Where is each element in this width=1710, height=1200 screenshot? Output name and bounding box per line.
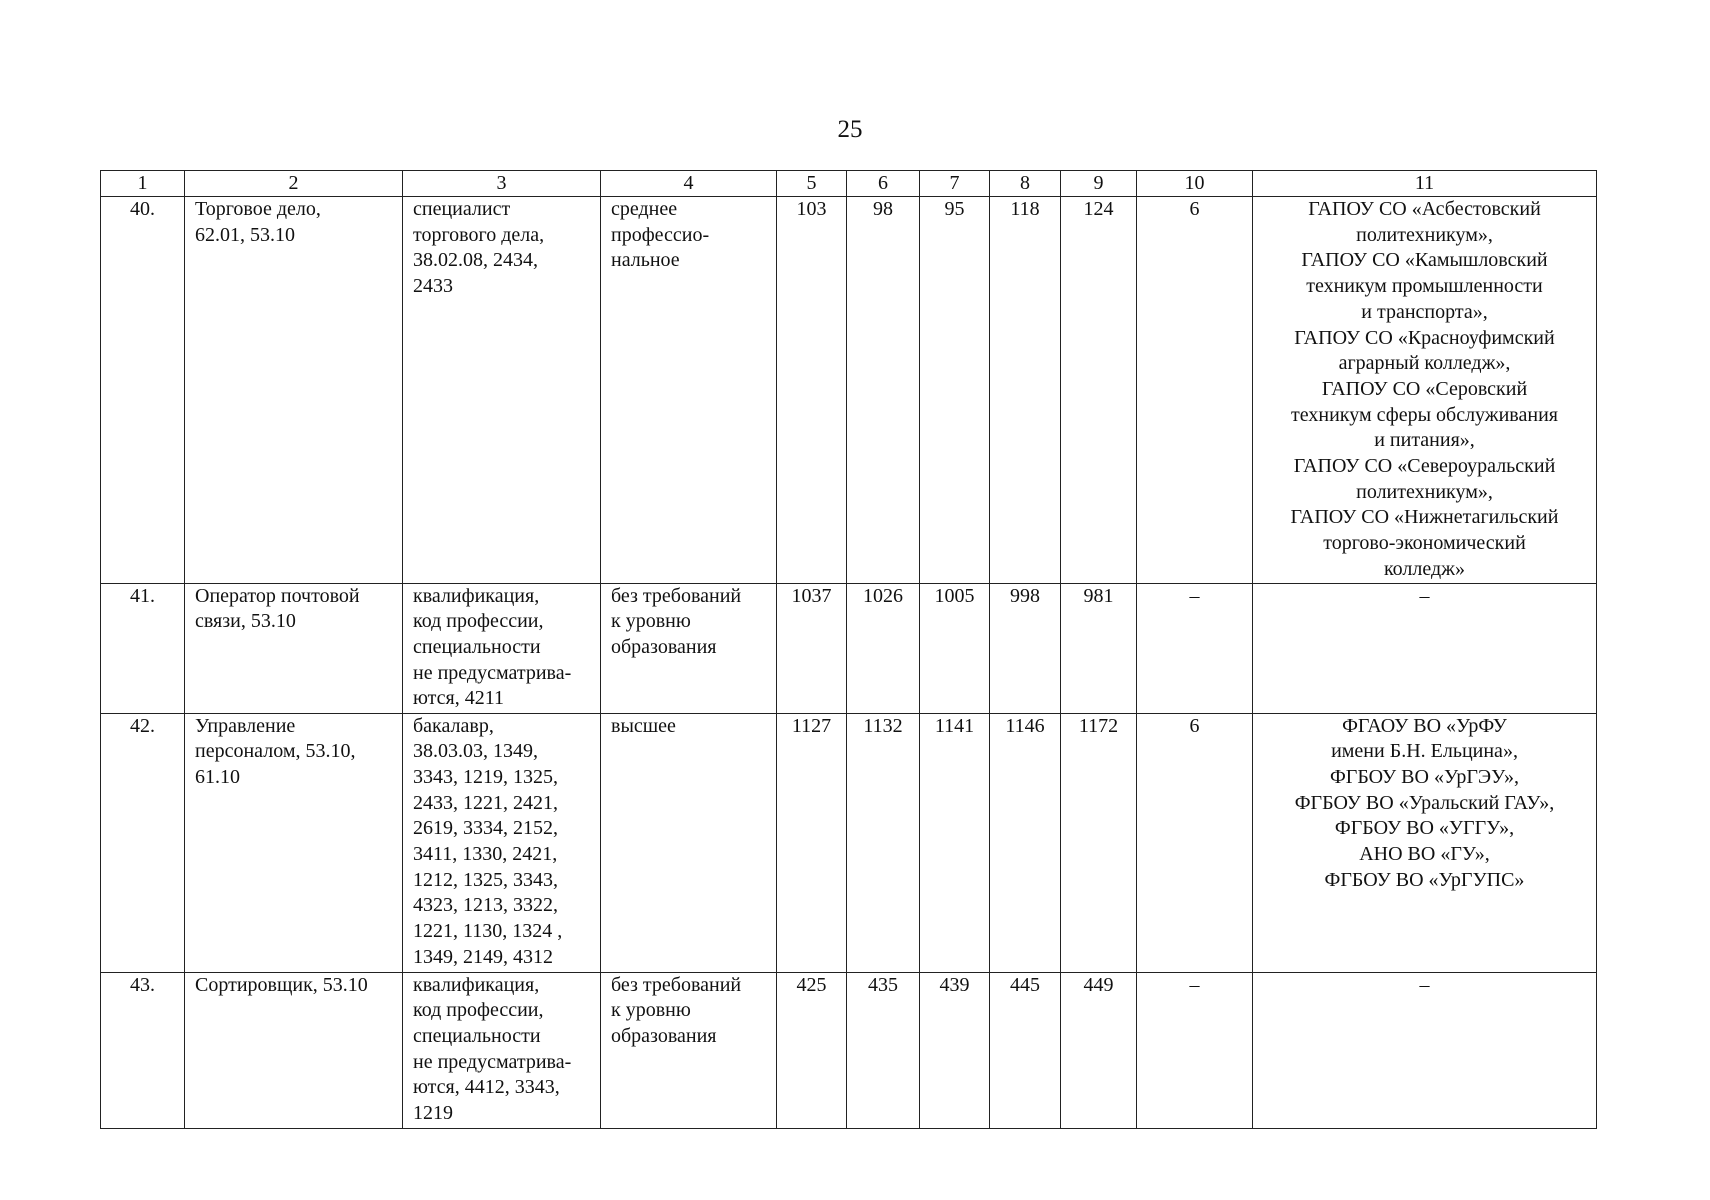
education-level-cell: без требований к уровню образования bbox=[601, 583, 777, 713]
value-cell-6: 1026 bbox=[847, 583, 920, 713]
value-cell-10: 6 bbox=[1137, 713, 1253, 972]
institutions-cell: ФГАОУ ВО «УрФУ имени Б.Н. Ельцина», ФГБОУ ВО «УрГЭУ», ФГБОУ ВО «Уральский ГАУ», ФГБОУ ВО «УГГУ», АНО ВО «ГУ», ФГБОУ ВО «УрГУПС» bbox=[1253, 713, 1597, 972]
profession-cell: Управление персоналом, 53.10, 61.10 bbox=[185, 713, 403, 972]
column-header: 11 bbox=[1253, 171, 1597, 197]
profession-cell: Сортировщик, 53.10 bbox=[185, 972, 403, 1128]
column-header: 10 bbox=[1137, 171, 1253, 197]
value-cell-5: 425 bbox=[777, 972, 847, 1128]
value-cell-9: 1172 bbox=[1061, 713, 1137, 972]
education-level-cell: высшее bbox=[601, 713, 777, 972]
value-cell-7: 95 bbox=[920, 197, 990, 584]
column-header: 2 bbox=[185, 171, 403, 197]
value-cell-9: 449 bbox=[1061, 972, 1137, 1128]
profession-cell: Оператор почтовой связи, 53.10 bbox=[185, 583, 403, 713]
value-cell-6: 435 bbox=[847, 972, 920, 1128]
table-row bbox=[101, 972, 1597, 1128]
education-level-cell: среднее профессио- нальное bbox=[601, 197, 777, 584]
table-row bbox=[101, 583, 1597, 713]
value-cell-10: 6 bbox=[1137, 197, 1253, 584]
value-cell-10: – bbox=[1137, 583, 1253, 713]
column-header: 8 bbox=[990, 171, 1061, 197]
value-cell-8: 998 bbox=[990, 583, 1061, 713]
qualification-cell: специалист торгового дела, 38.02.08, 2434, 2433 bbox=[403, 197, 601, 584]
value-cell-9: 981 bbox=[1061, 583, 1137, 713]
table-row bbox=[101, 197, 1597, 584]
qualification-cell: бакалавр, 38.03.03, 1349, 3343, 1219, 1325, 2433, 1221, 2421, 2619, 3334, 2152, 3411, 1330, 2421, 1212, 1325, 3343, 4323, 1213, 3322, 1221, 1130, 1324 , 1349, 2149, 4312 bbox=[403, 713, 601, 972]
value-cell-5: 1037 bbox=[777, 583, 847, 713]
column-header: 4 bbox=[601, 171, 777, 197]
profession-cell: Торговое дело, 62.01, 53.10 bbox=[185, 197, 403, 584]
value-cell-6: 1132 bbox=[847, 713, 920, 972]
row-number: 43. bbox=[101, 972, 185, 1128]
value-cell-7: 439 bbox=[920, 972, 990, 1128]
institutions-cell: – bbox=[1253, 972, 1597, 1128]
value-cell-5: 1127 bbox=[777, 713, 847, 972]
value-cell-6: 98 bbox=[847, 197, 920, 584]
qualification-cell: квалификация, код профессии, специальности не предусматрива- ются, 4412, 3343, 1219 bbox=[403, 972, 601, 1128]
value-cell-8: 118 bbox=[990, 197, 1061, 584]
column-header: 7 bbox=[920, 171, 990, 197]
row-number: 40. bbox=[101, 197, 185, 584]
value-cell-10: – bbox=[1137, 972, 1253, 1128]
page-number: 25 bbox=[837, 116, 863, 143]
column-header: 9 bbox=[1061, 171, 1137, 197]
institutions-cell: – bbox=[1253, 583, 1597, 713]
value-cell-8: 1146 bbox=[990, 713, 1061, 972]
row-number: 41. bbox=[101, 583, 185, 713]
value-cell-5: 103 bbox=[777, 197, 847, 584]
table-row bbox=[101, 713, 1597, 972]
data-table bbox=[100, 170, 1597, 1129]
column-header: 3 bbox=[403, 171, 601, 197]
column-header: 6 bbox=[847, 171, 920, 197]
value-cell-8: 445 bbox=[990, 972, 1061, 1128]
value-cell-9: 124 bbox=[1061, 197, 1137, 584]
value-cell-7: 1005 bbox=[920, 583, 990, 713]
column-header: 5 bbox=[777, 171, 847, 197]
value-cell-7: 1141 bbox=[920, 713, 990, 972]
qualification-cell: квалификация, код профессии, специальности не предусматрива- ются, 4211 bbox=[403, 583, 601, 713]
column-number-row bbox=[101, 171, 1597, 197]
row-number: 42. bbox=[101, 713, 185, 972]
education-level-cell: без требований к уровню образования bbox=[601, 972, 777, 1128]
institutions-cell: ГАПОУ СО «Асбестовский политехникум», ГАПОУ СО «Камышловский техникум промышленности и транспорта», ГАПОУ СО «Красноуфимский аграрный колледж», ГАПОУ СО «Серовский техникум сферы обслуживания и питания», ГАПОУ СО «Североуральский политехникум», ГАПОУ СО «Нижнетагильский торгово-экономический колледж» bbox=[1253, 197, 1597, 584]
column-header: 1 bbox=[101, 171, 185, 197]
